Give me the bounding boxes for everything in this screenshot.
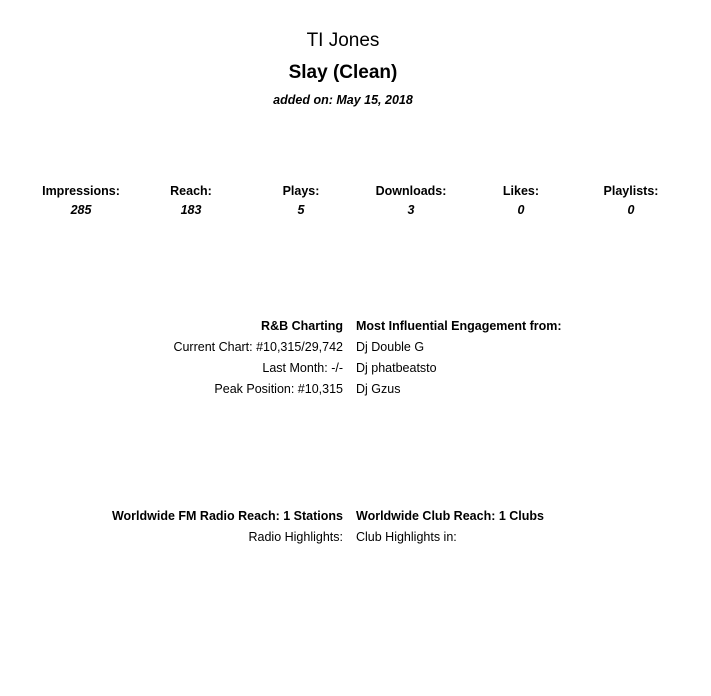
- stat-likes: [466, 183, 576, 220]
- artist-name: TI Jones: [306, 30, 380, 51]
- radio-reach-heading: Worldwide FM Radio Reach: 1 Stations: [111, 509, 343, 523]
- charting-peak-position: Peak Position: #10,315: [214, 382, 343, 396]
- charting-current: Current Chart: #10,315/29,742: [173, 340, 343, 354]
- stat-impressions: [26, 183, 136, 220]
- radio-column: [0, 506, 343, 548]
- engagement-column: [356, 316, 696, 400]
- radio-highlights-label: Radio Highlights:: [248, 530, 343, 544]
- engagement-name: Dj phatbeatsto: [356, 361, 437, 375]
- club-column: [356, 506, 696, 548]
- charting-column: [0, 316, 343, 400]
- engagement-name: Dj Double G: [356, 340, 425, 354]
- stat-label: Impressions:: [42, 184, 120, 198]
- stats-row: [26, 183, 686, 220]
- stat-downloads: [356, 183, 466, 220]
- stat-value: 5: [297, 203, 305, 217]
- stat-value: 183: [180, 203, 202, 217]
- stat-label: Plays:: [282, 184, 320, 198]
- stat-reach: [136, 183, 246, 220]
- report-header: [0, 28, 686, 109]
- charting-last-month: Last Month: -/-: [262, 361, 343, 375]
- engagement-heading: Most Influential Engagement from:: [356, 319, 562, 333]
- stat-label: Likes:: [502, 184, 540, 198]
- stat-value: 0: [627, 203, 635, 217]
- charting-heading: R&B Charting: [261, 319, 343, 333]
- stat-label: Reach:: [170, 184, 212, 198]
- stat-label: Downloads:: [375, 184, 447, 198]
- stat-label: Playlists:: [603, 184, 659, 198]
- club-reach-heading: Worldwide Club Reach: 1 Clubs: [356, 509, 544, 523]
- stat-plays: [246, 183, 356, 220]
- stat-value: 3: [407, 203, 415, 217]
- club-highlights-label: Club Highlights in:: [356, 530, 457, 544]
- track-title: Slay (Clean): [288, 62, 398, 83]
- stat-value: 0: [517, 203, 525, 217]
- engagement-name: Dj Gzus: [356, 382, 401, 396]
- stat-playlists: [576, 183, 686, 220]
- stat-value: 285: [70, 203, 92, 217]
- added-on-date: added on: May 15, 2018: [273, 93, 413, 107]
